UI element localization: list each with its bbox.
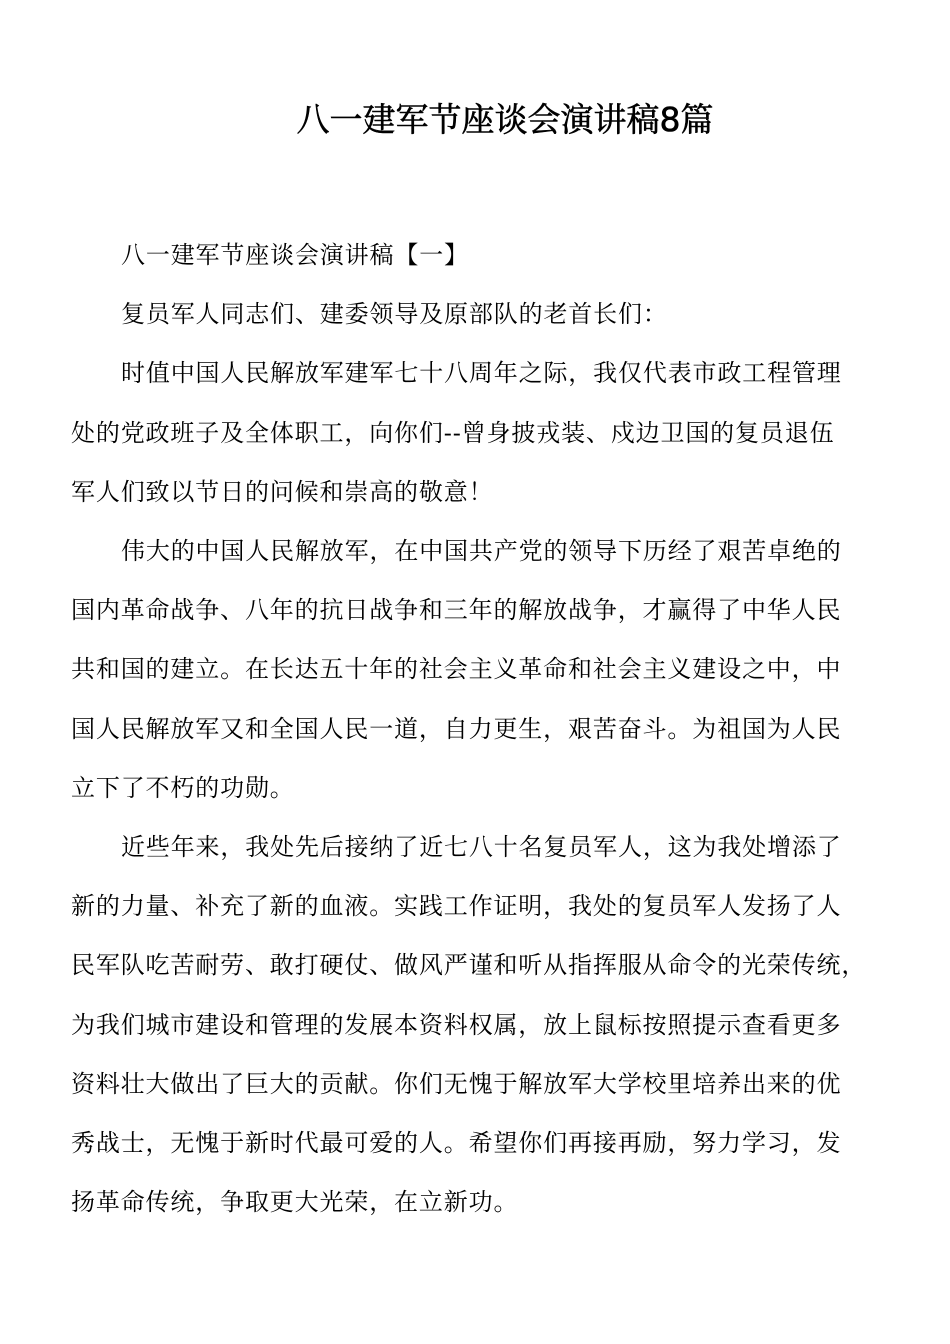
section-heading-text: 八一建军节座谈会演讲稿【一】 <box>121 241 469 269</box>
paragraph-recent-years <box>71 818 883 1232</box>
paragraph-line: 立下了不朽的功勋。 <box>71 773 295 802</box>
paragraph-line: 民军队吃苦耐劳、敢打硬仗、做风严谨和听从指挥服从命令的光荣传统， <box>71 951 867 980</box>
paragraph-line: 伟大的中国人民解放军，在中国共产党的领导下历经了艰苦卓绝的 <box>121 537 842 566</box>
section-heading <box>71 226 883 285</box>
paragraph-line: 时值中国人民解放军建军七十八周年之际，我仅代表市政工程管理 <box>121 359 842 388</box>
document-body <box>71 226 883 1232</box>
paragraph-line: 扬革命传统，争取更大光荣，在立新功。 <box>71 1188 519 1217</box>
paragraph-history <box>71 522 883 818</box>
paragraph-greeting <box>71 344 883 522</box>
paragraph-line: 近些年来，我处先后接纳了近七八十名复员军人，这为我处增添了 <box>121 833 842 862</box>
paragraph-line: 处的党政班子及全体职工，向你们--曾身披戎装、戍边卫国的复员退伍 <box>71 418 835 447</box>
paragraph-line: 国内革命战争、八年的抗日战争和三年的解放战争，才赢得了中华人民 <box>71 596 842 625</box>
paragraph-line: 为我们城市建设和管理的发展本资料权属，放上鼠标按照提示查看更多 <box>71 1010 842 1039</box>
paragraph-line: 秀战士，无愧于新时代最可爱的人。希望你们再接再励，努力学习，发 <box>71 1129 842 1158</box>
paragraph-line: 国人民解放军又和全国人民一道，自力更生，艰苦奋斗。为祖国为人民 <box>71 714 842 743</box>
paragraph-line: 资料壮大做出了巨大的贡献。你们无愧于解放军大学校里培养出来的优 <box>71 1069 842 1098</box>
document-title: 八一建军节座谈会演讲稿8篇 <box>296 100 714 139</box>
paragraph-line: 共和国的建立。在长达五十年的社会主义革命和社会主义建设之中，中 <box>71 655 842 684</box>
paragraph-line: 新的力量、补充了新的血液。实践工作证明，我处的复员军人发扬了人 <box>71 892 842 921</box>
paragraph-line: 军人们致以节日的问候和崇高的敬意！ <box>71 477 494 506</box>
paragraph-salutation <box>71 285 883 344</box>
paragraph-line: 复员军人同志们、建委领导及原部队的老首长们： <box>121 300 668 329</box>
